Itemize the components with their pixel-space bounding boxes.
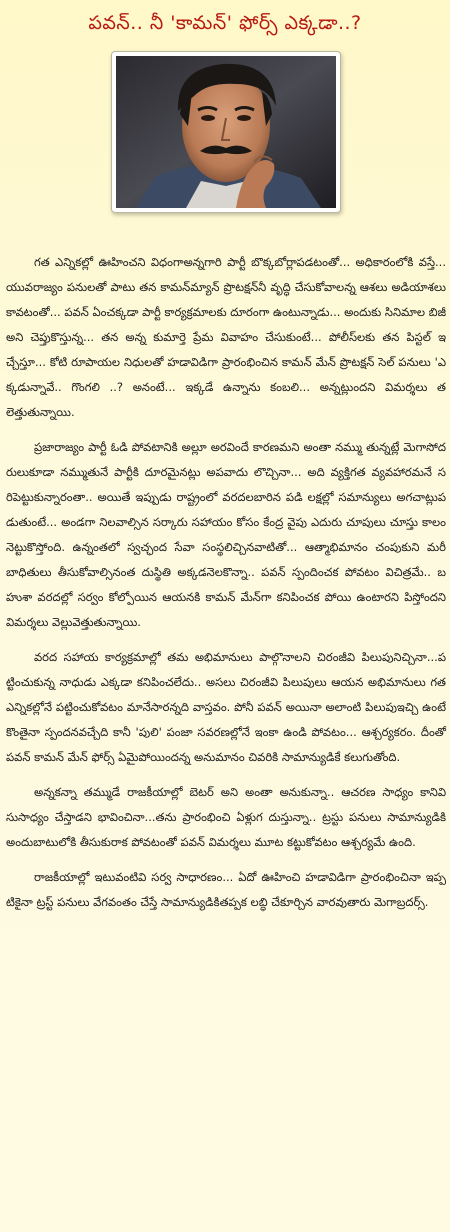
photo-frame <box>111 51 341 213</box>
article-paragraph: అన్నకన్నా తమ్ముడే రాజకీయాల్లో బెటర్ అని అంతా అనుకున్నా.. ఆచరణ సాధ్యం కానివి సుసాధ్యం చేస్తాడని భావించినా...తను ప్రారంభించి ఏళ్లుగ దుస్తున్నా.. ట్రస్టు పనులు సామాన్యుడికి అందుబాటులోకి తీసుకురాక పోవటంతో పవన్ విమర్శలు మూట కట్టుకోవటం ఆశ్చర్యమే ఉంది. <box>6 785 446 849</box>
article-paragraph: ప్రజారాజ్యం పార్టీ ఓడి పోవటానికి అల్లూ అరవిందే కారణమని అంతా నమ్ము తున్నట్లే మెగాసోదరులుకూడా నమ్ముతునే పార్టీకి దూరమైనట్లు అపవాదు లొచ్చినా... అది వ్యక్తిగత వ్యవహారమనే సరిపెట్టుకున్నారంతా.. అయితే ఇప్పుడు రాష్ట్రంలో వరదలబారిన పడి లక్షల్లో సమాన్యులు అగచాట్లుపడుతుంటే... అండగా నిలవాల్సిన సర్కారు సహాయం కోసం కేంద్ర వైపు ఎదురు చూపులు చూస్తు కాలం నెట్టుకొస్తోంది. ఉన్నంతలో స్వచ్ఛంద సేవా సంస్థలిచ్చినవాటితో... ఆత్మాభిమానం చంపుకుని మరీ బాధితులు తీసుకోవాల్సినంత దుస్థితి అక్కడనెలకొన్నా.. పవన్ స్పందించక పోవటం విచిత్రమే.. బహుశా వరదల్లో సర్వం కోల్పోయిన ఆయనకి కామన్ మేన్‌గా కనిపించక పోయి ఉంటారని పిస్తోందని విమర్శలు వెల్లువెత్తుతున్నాయి. <box>6 440 446 629</box>
article-paragraph: గత ఎన్నికల్లో ఊహించని విధంగాఅన్నగారి పార్టీ బొక్కబోర్లాపడటంతో... అధికారంలోకి వస్తే... యువరాజ్యం పనులతో పాటు తన కామన్‌మ్యాన్ ప్రొటక్షన్‌నీ వృద్ధి చేసుకోవాలన్న ఆశలు అడియాశలు కావటంతో... పవన్ ఏంచక్కడా పార్టీ కార్యక్రమాలకు దూరంగా ఉంటున్నాడు... అందుకు సినిమాల బిజీ అని చెప్తుకొస్తున్న... తన అన్న కుమార్తె ప్రేమ వివాహం చేసుకుంటే... పోలీస్‌లకు తన పిస్టల్ ఇచ్చేస్తూ... కోటి రూపాయల నిధులతో హడావిడిగా ప్రారంభించిన కామన్ మేన్ ప్రొటక్షన్ సెల్ పనులు 'ఎక్కడున్నావే.. గొంగలి ..? అనంటే... ఇక్కడే ఉన్నాను కంబలి... అన్నట్లుందని విమర్శలు తలెత్తుతున్నాయి. <box>6 255 446 419</box>
article-paragraph: రాజకీయాల్లో ఇటువంటివి సర్వ సాధారణం... ఏదో ఊహించి హడావిడిగా ప్రారంభించినా ఇప్పటికైనా ట్రస్ట్ పనులు వేగవంతం చేస్తే సామాన్యుడికితప్పక లబ్ధి చేకూర్చిన వారవుతారు మెగాబ్రదర్స్. <box>6 870 446 909</box>
article-headline: పవన్.. నీ 'కామన్' ఫోర్స్ ఎక్కడా..? <box>88 12 362 34</box>
article-body <box>6 250 446 925</box>
article-paragraph: వరద సహాయ కార్యక్రమాల్లో తమ అభిమానులు పాల్గొనాలని చిరంజీవి పిలుపునిచ్చినా...పట్టించుకున్న నాధుడు ఎక్కడా కనిపించలేదు.. అసలు చిరంజీవి పిలుపులు ఆయన అభిమానులు గత ఎన్నికల్లోనే పట్టించుకోవటం మానేసారన్నది వాస్తవం. పోనీ పవన్ అయినా అలాంటి పిలుపుఇచ్చి ఉంటే కొంతైనా స్పందనవచ్చేది కానీ 'పులి' పంజా సవరణల్లోనే ఇంకా ఉండి పోవటం... ఆశ్చర్యకరం. దీంతో పవన్ కామన్ మేన్ ఫోర్స్ ఏమైపోయిందన్న అనుమానం చివరికి సామాన్యుడికే కలుగుతోంది. <box>6 650 446 764</box>
actor-photo <box>116 56 336 208</box>
